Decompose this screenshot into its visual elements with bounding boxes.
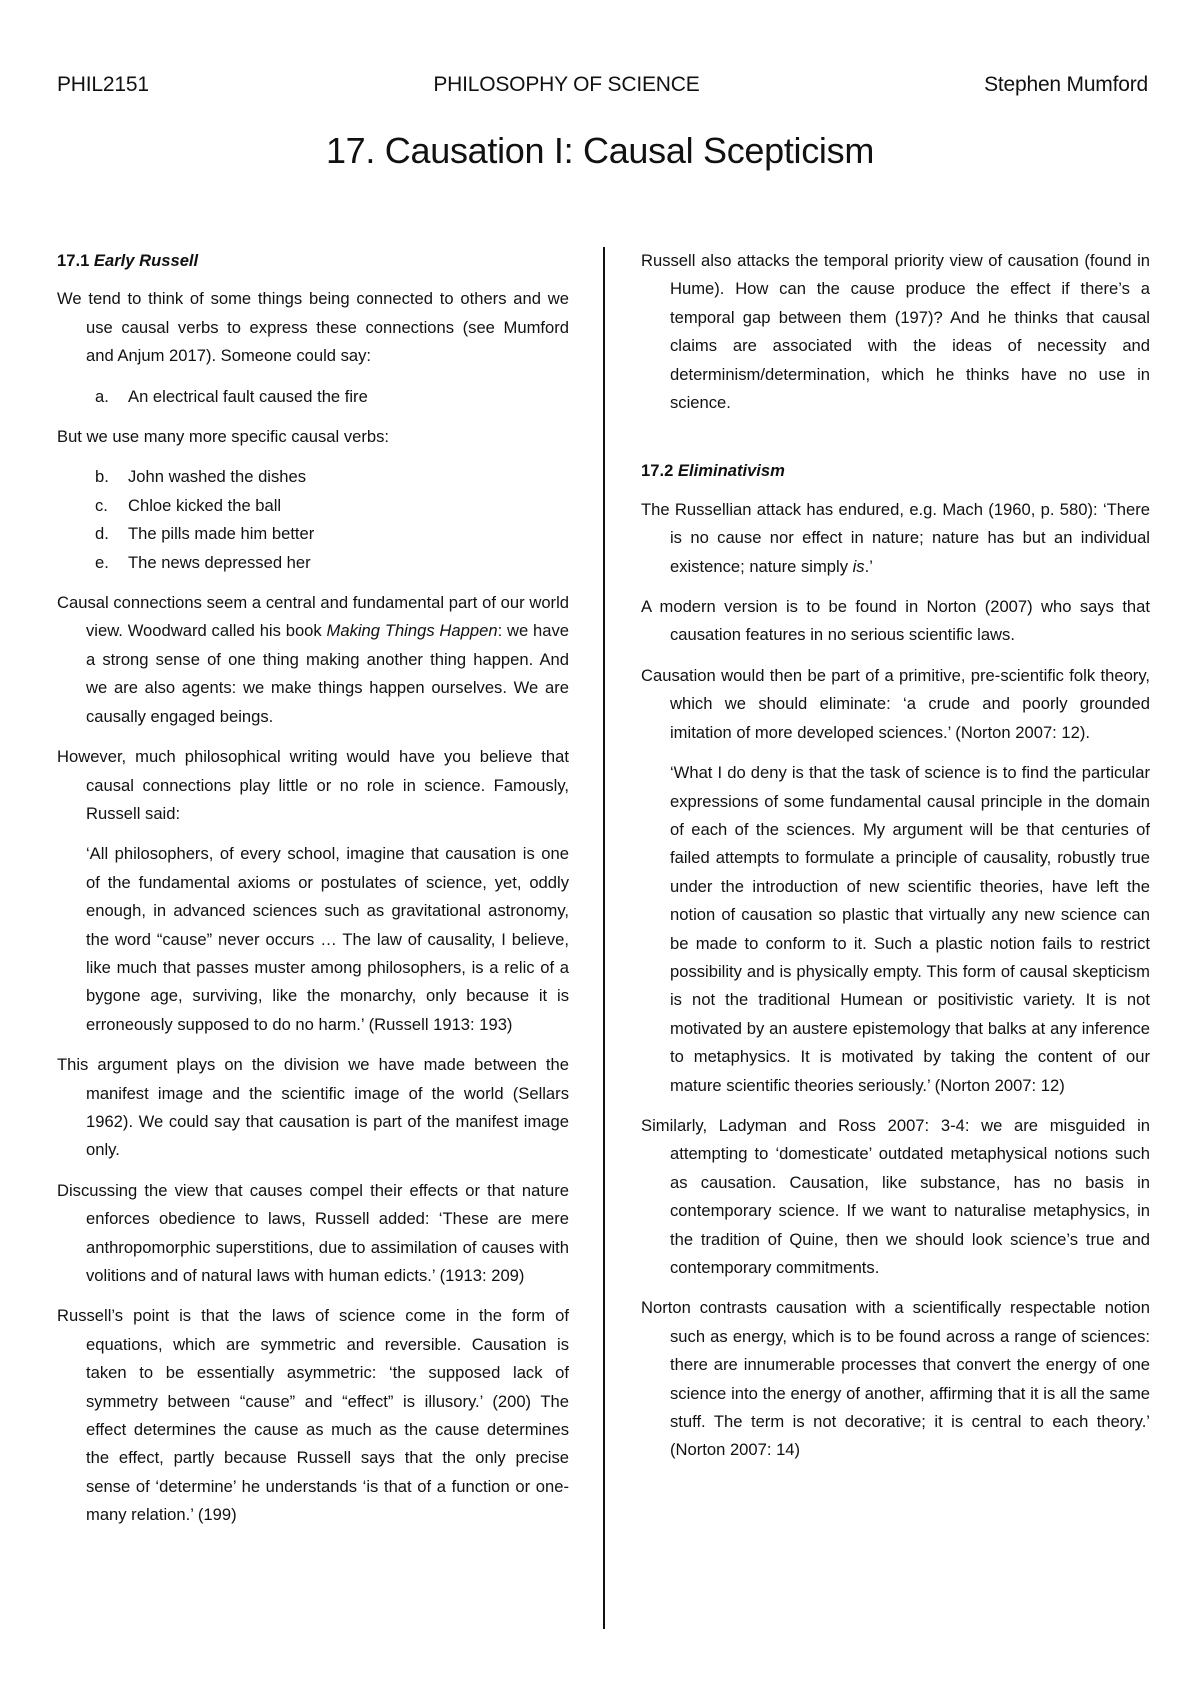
section-number: 17.2 xyxy=(641,461,674,481)
example-label: e. xyxy=(95,552,109,572)
book-title: Making Things Happen xyxy=(326,621,498,641)
example-list-a xyxy=(57,383,569,411)
paragraph: Norton contrasts causation with a scientifically respectable notion such as energy, which is to be found across a range of sciences: there are innumerable processes that convert the energy of one science into the energy of another, affirming that it is all the same stuff. The term is not decorative; it is central to each theory.’ (Norton 2007: 14) xyxy=(641,1298,1150,1460)
section-heading-eliminativism xyxy=(641,457,1150,485)
right-column xyxy=(641,247,1150,1477)
section-heading-early-russell xyxy=(57,247,569,275)
example-text: An electrical fault caused the fire xyxy=(128,386,368,406)
paragraph: A modern version is to be found in Norton (2007) who says that causation features in no serious scientific laws. xyxy=(641,597,1150,645)
example-list-b-e xyxy=(57,463,569,577)
example-label: a. xyxy=(95,386,109,406)
example-text: Chloe kicked the ball xyxy=(128,495,282,515)
author-name: Stephen Mumford xyxy=(984,73,1148,96)
paragraph xyxy=(641,496,1150,581)
emphasis: is xyxy=(852,556,865,576)
section-title: Eliminativism xyxy=(677,461,785,481)
block-quote: ‘What I do deny is that the task of science is to find the particular expressions of some fundamental causal principle in the domain of each of the sciences. My argument will be that centuries of failed attempts to formulate a principle of causality, robustly true under the introduction of new scientific theories, have left the notion of causation so plastic that virtually any new science can be made to conform to it. Such a plastic notion fails to restrict possibility and is physically empty. This form of causal skepticism is not the traditional Humean or positivistic variety. It is not motivated by an austere epistemology that balks at any inference to metaphysics. It is motivated by taking the content of our mature scientific theories seriously.’ (Norton 2007: 12) xyxy=(670,763,1150,1095)
section-title: Early Russell xyxy=(93,251,199,270)
paragraph: Discussing the view that causes compel their effects or that nature enforces obedience to laws, Russell added: ‘These are mere anthropomorphic superstitions, due to assimilation of causes with volitions and of natural laws with human edicts.’ (1913: 209) xyxy=(57,1180,569,1285)
column-divider xyxy=(603,247,605,1629)
page-header xyxy=(57,70,1148,100)
text-run: Causal connections seem a central and fundamental part of our world view. Woodward called his book xyxy=(57,593,569,641)
example-item xyxy=(95,463,569,491)
paragraph xyxy=(57,589,569,731)
text-run: : we have a strong sense of one thing making another thing happen. And we are also agents: we make things happen ourselves. We are causally engaged beings. xyxy=(86,621,569,726)
example-text: John washed the dishes xyxy=(128,467,307,487)
left-column xyxy=(57,247,569,1542)
example-item xyxy=(95,520,569,548)
paragraph: Russell also attacks the temporal priority view of causation (found in Hume). How can the cause produce the effect if there’s a temporal gap between them (197)? And he thinks that causal claims are associated with the ideas of necessity and determinism/determination, which he thinks have no use in science. xyxy=(641,251,1150,413)
example-text: The pills made him better xyxy=(128,524,315,544)
page-title: 17. Causation I: Causal Scepticism xyxy=(325,130,875,171)
example-label: d. xyxy=(95,524,109,544)
example-text: The news depressed her xyxy=(128,552,311,572)
example-label: b. xyxy=(95,467,109,487)
spacer xyxy=(641,429,1150,457)
section-number: 17.1 xyxy=(57,251,90,270)
example-item xyxy=(95,549,569,577)
course-name: PHILOSOPHY OF SCIENCE xyxy=(433,73,700,96)
paragraph: We tend to think of some things being connected to others and we use causal verbs to express these connections (see Mumford and Anjum 2017). Someone could say: xyxy=(57,289,569,366)
text-run: .’ xyxy=(864,556,873,576)
paragraph: This argument plays on the division we have made between the manifest image and the scientific image of the world (Sellars 1962). We could say that causation is part of the manifest image only. xyxy=(57,1055,569,1160)
paragraph: However, much philosophical writing would have you believe that causal connections play little or no role in science. Famously, Russell said: xyxy=(57,747,569,823)
course-code: PHIL2151 xyxy=(57,73,149,96)
paragraph: Similarly, Ladyman and Ross 2007: 3-4: we are misguided in attempting to ‘domesticate’ outdated metaphysical notions such as causation. Causation, like substance, has no basis in contemporary science. If we want to naturalise metaphysics, in the tradition of Quine, then we should look science’s true and contemporary commitments. xyxy=(641,1115,1150,1277)
paragraph: But we use many more specific causal verbs: xyxy=(57,427,390,447)
example-label: c. xyxy=(95,495,108,515)
block-quote: ‘All philosophers, of every school, imagine that causation is one of the fundamental axioms or postulates of science, yet, oddly enough, in advanced sciences such as gravitational astronomy, the word “cause” never occurs … The law of causality, I believe, like much that passes muster among philosophers, is a relic of a bygone age, surviving, like the monarchy, only because it is erroneously supposed to do no harm.’ (Russell 1913: 193) xyxy=(86,844,569,1034)
paragraph: Russell’s point is that the laws of science come in the form of equations, which are symmetric and reversible. Causation is taken to be essentially asymmetric: ‘the supposed lack of symmetry between “cause” and “effect” is illusory.’ (200) The effect determines the cause as much as the cause determines the effect, partly because Russell says that the only precise sense of ‘determine’ he understands ‘is that of a function or one-many relation.’ (199) xyxy=(57,1306,569,1525)
example-item xyxy=(95,383,569,411)
text-run: The Russellian attack has endured, e.g. Mach (1960, p. 580): ‘There is no cause nor effect in nature; nature has but an individual existence; nature simply xyxy=(641,499,1150,576)
paragraph: Causation would then be part of a primitive, pre-scientific folk theory, which we should eliminate: ‘a crude and poorly grounded imitation of more developed sciences.’ (Norton 2007: 12). xyxy=(641,665,1150,742)
example-item xyxy=(95,492,569,520)
